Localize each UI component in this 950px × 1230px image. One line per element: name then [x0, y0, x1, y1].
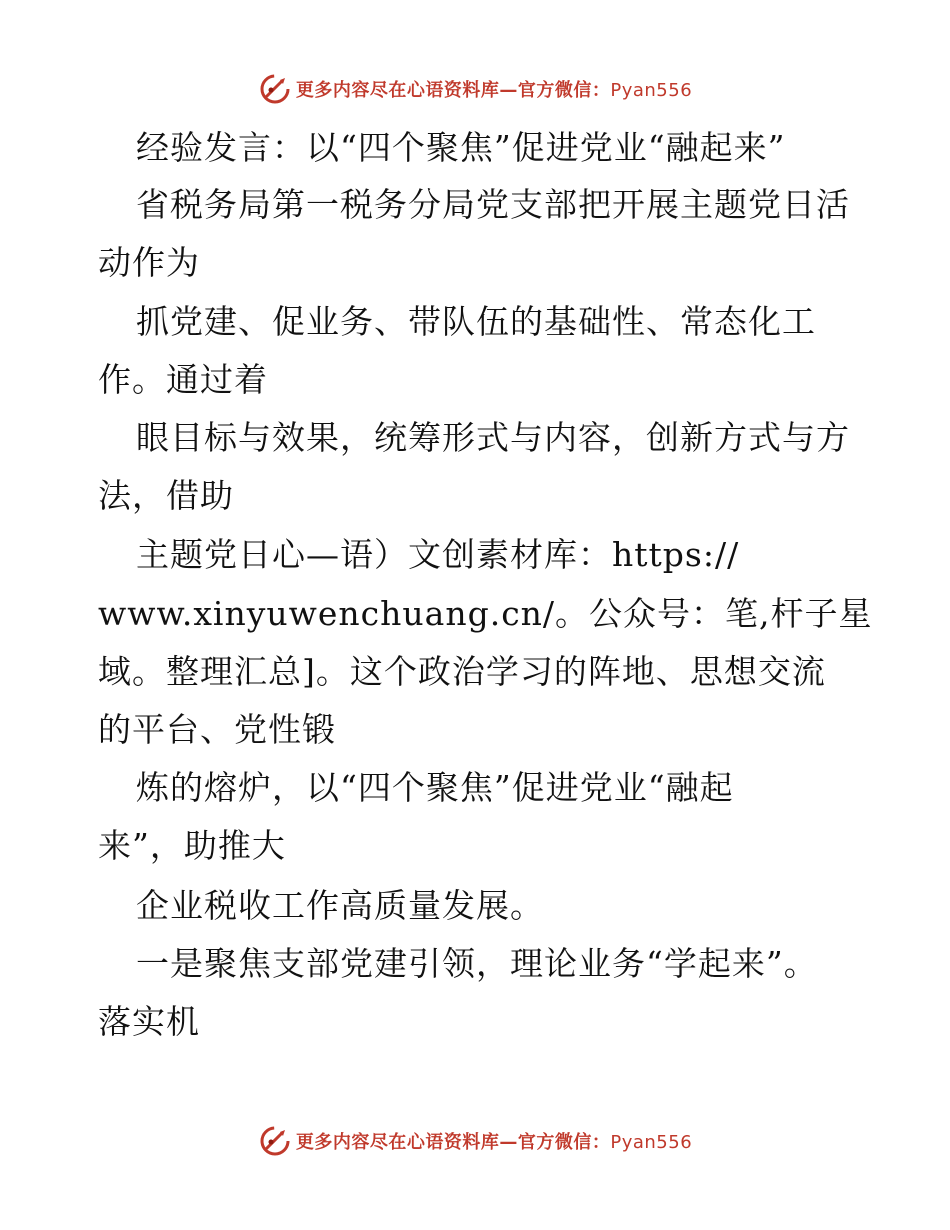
body-line: www.xinyuwenchuang.cn/。公众号：笔,杆子星 — [98, 594, 873, 633]
body-line: 落实机 — [98, 1002, 200, 1041]
body-line: 主题党日心—语）文创素材库：https:// — [136, 535, 740, 574]
body-line: 来”，助推大 — [98, 826, 286, 865]
footer-watermark — [0, 1124, 950, 1158]
watermark-label: 更多内容尽在心语资料库—官方微信： — [295, 80, 611, 101]
body-line: 一是聚焦支部党建引领，理论业务“学起来”。 — [136, 944, 818, 983]
body-line: 眼目标与效果，统筹形式与内容，创新方式与方 — [136, 418, 850, 457]
watermark-wechat-id: Pyan556 — [610, 80, 693, 101]
body-line: 动作为 — [98, 243, 200, 282]
body-line: 抓党建、促业务、带队伍的基础性、常态化工 — [136, 302, 816, 341]
body-line: 炼的熔炉，以“四个聚焦”促进党业“融起 — [136, 768, 734, 807]
body-line: 经验发言：以“四个聚焦”促进党业“融起来” — [136, 128, 786, 167]
header-watermark — [0, 72, 950, 106]
body-line: 作。通过着 — [98, 360, 268, 399]
quill-swirl-logo-icon — [258, 1124, 292, 1158]
watermark-text — [296, 76, 692, 102]
body-line: 法，借助 — [98, 476, 234, 515]
watermark-label: 更多内容尽在心语资料库—官方微信： — [295, 1132, 611, 1153]
body-line: 省税务局第一税务分局党支部把开展主题党日活 — [136, 185, 850, 224]
body-line: 企业税收工作高质量发展。 — [136, 886, 544, 925]
watermark-text — [296, 1128, 692, 1154]
body-line: 的平台、党性锻 — [98, 710, 336, 749]
watermark-wechat-id: Pyan556 — [610, 1132, 693, 1153]
body-line: 域。整理汇总]。这个政治学习的阵地、思想交流 — [98, 652, 826, 691]
quill-swirl-logo-icon — [258, 72, 292, 106]
